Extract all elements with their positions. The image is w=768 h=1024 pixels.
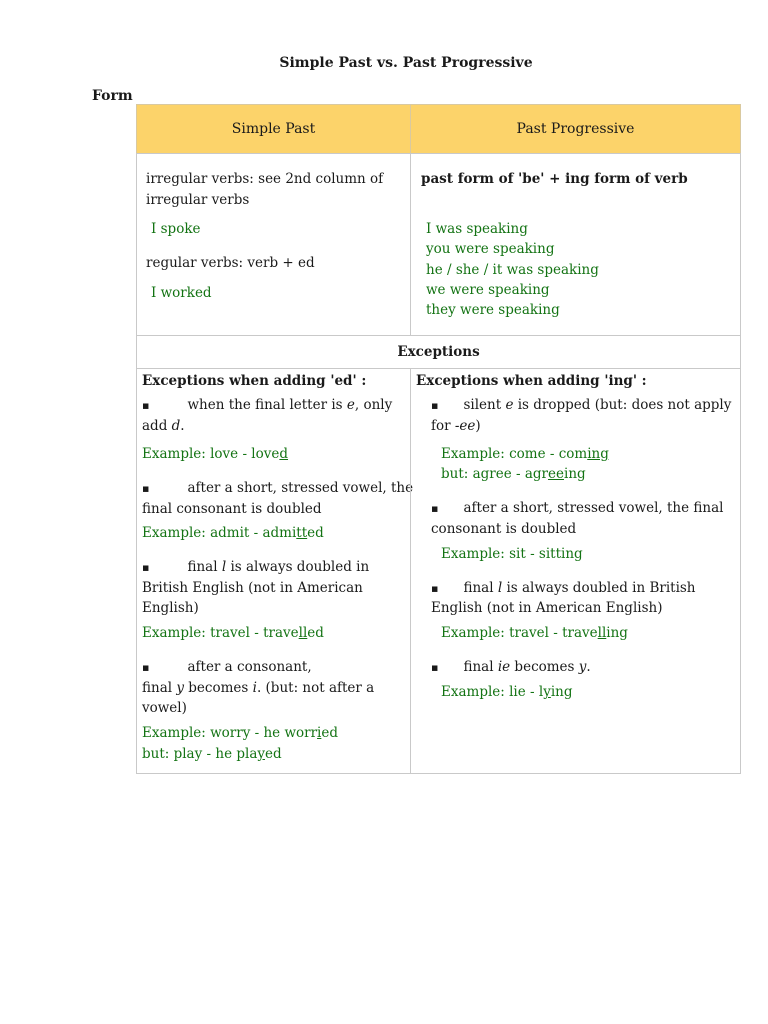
ed-rule-1 xyxy=(142,395,392,417)
example-text: but: play - he pla xyxy=(142,746,258,762)
example-text: Example: worry - he worr xyxy=(142,725,318,741)
rule-text: , only xyxy=(354,397,393,413)
regular-example: I worked xyxy=(151,285,212,301)
rule-text: y xyxy=(176,680,184,696)
bullet-icon: ▪ xyxy=(142,561,150,574)
rule-text: l xyxy=(497,580,503,596)
ed-rule-4-cont: vowel) xyxy=(142,700,187,716)
example-text: ed xyxy=(307,525,324,541)
rule-text: ie xyxy=(497,659,511,675)
ed-rule-2 xyxy=(142,478,413,500)
example-text: Example: travel - trave xyxy=(142,625,299,641)
bullet-icon: ▪ xyxy=(142,482,150,495)
rule-text: after a consonant, xyxy=(187,659,312,675)
ing-example-1b xyxy=(441,464,586,485)
ed-example-5 xyxy=(142,744,282,765)
ed-example-3 xyxy=(142,623,324,644)
example-highlight: y xyxy=(543,684,551,700)
ing-rule-2-cont: consonant is doubled xyxy=(431,521,577,537)
rule-text: final xyxy=(463,580,498,596)
rule-text: -ee xyxy=(454,418,476,434)
rule-text: . (but: not after a xyxy=(256,680,375,696)
ed-rule-2-cont: final consonant is doubled xyxy=(142,501,322,517)
ed-rule-4 xyxy=(142,657,312,679)
ing-rule-4 xyxy=(431,657,591,679)
rule-text: becomes xyxy=(510,659,579,675)
example-highlight: ll xyxy=(597,625,607,641)
ing-example-2: Example: sit - sitting xyxy=(441,546,583,562)
irregular-example: I spoke xyxy=(151,221,201,237)
bullet-icon: ▪ xyxy=(142,399,150,412)
rule-text: for xyxy=(431,418,455,434)
rule-text: is always doubled in British xyxy=(502,580,696,596)
ing-example-3 xyxy=(441,623,628,644)
rule-text: final xyxy=(187,559,222,575)
progressive-example: we were speaking xyxy=(426,282,550,298)
bullet-icon: ▪ xyxy=(142,661,150,674)
exceptions-header-label: Exceptions xyxy=(397,344,480,360)
ed-exceptions-cell xyxy=(136,368,414,774)
bullet-icon: ▪ xyxy=(431,582,439,595)
example-text: ed xyxy=(265,746,282,762)
rule-text: y xyxy=(578,659,587,675)
example-highlight: y xyxy=(257,746,266,762)
example-text: ing xyxy=(606,625,628,641)
ing-exceptions-cell xyxy=(410,368,741,774)
example-highlight: ll xyxy=(298,625,308,641)
ing-example-1 xyxy=(441,444,609,465)
ed-rule-3 xyxy=(142,557,369,579)
example-highlight: tt xyxy=(296,525,308,541)
ing-rule-1 xyxy=(431,395,731,417)
rule-text: final xyxy=(142,680,177,696)
example-text: Example: love - love xyxy=(142,446,280,462)
example-highlight: d xyxy=(279,446,289,462)
ing-rule-1-cont xyxy=(431,416,481,437)
header-simple-past-label: Simple Past xyxy=(231,121,316,137)
ed-rule-4-cont xyxy=(142,678,374,699)
rule-text: e xyxy=(505,397,514,413)
irregular-rule-line1: irregular verbs: see 2nd column of xyxy=(146,171,384,187)
ed-exceptions-heading: Exceptions when adding 'ed' : xyxy=(142,373,367,389)
ed-example-1 xyxy=(142,444,288,465)
progressive-example: I was speaking xyxy=(426,221,528,237)
example-text: Example: admit - admi xyxy=(142,525,297,541)
rule-text: i xyxy=(252,680,257,696)
rule-text: final xyxy=(463,659,498,675)
example-highlight: i xyxy=(317,725,322,741)
header-past-progressive xyxy=(410,104,741,154)
example-text: ed xyxy=(307,625,324,641)
rule-text: add xyxy=(142,418,172,434)
example-highlight: ing xyxy=(587,446,609,462)
grammar-table xyxy=(136,104,741,774)
rule-text: ) xyxy=(475,418,481,434)
ing-example-4 xyxy=(441,682,573,703)
example-text: ed xyxy=(321,725,339,741)
ing-exceptions-heading: Exceptions when adding 'ing' : xyxy=(416,373,647,389)
rule-text: e xyxy=(346,397,355,413)
rule-text: d xyxy=(171,418,181,434)
rule-text: after a short, stressed vowel, the xyxy=(187,480,414,496)
example-text: Example: come - com xyxy=(441,446,588,462)
past-progressive-rule: past form of 'be' + ing form of verb xyxy=(421,171,688,187)
rule-text: l xyxy=(221,559,227,575)
bullet-icon: ▪ xyxy=(431,502,439,515)
ed-example-2 xyxy=(142,523,324,544)
progressive-example: they were speaking xyxy=(426,302,560,318)
header-past-progressive-label: Past Progressive xyxy=(516,121,635,137)
example-text: Example: travel - trave xyxy=(441,625,598,641)
exceptions-header xyxy=(136,335,741,369)
rule-text: is always doubled in xyxy=(226,559,370,575)
form-heading: Form xyxy=(92,88,133,104)
ed-rule-3-cont: British English (not in American xyxy=(142,580,363,596)
rule-text: silent xyxy=(463,397,506,413)
example-text: but: agree - agr xyxy=(441,466,549,482)
progressive-example: he / she / it was speaking xyxy=(426,262,599,278)
ing-rule-3 xyxy=(431,578,696,600)
example-text: ing xyxy=(564,466,586,482)
irregular-rule-line2: irregular verbs xyxy=(146,192,250,208)
past-progressive-form-cell xyxy=(410,153,741,336)
header-simple-past xyxy=(136,104,411,154)
simple-past-form-cell xyxy=(136,153,411,336)
bullet-icon: ▪ xyxy=(431,661,439,674)
example-text: ing xyxy=(550,684,573,700)
page-title: Simple Past vs. Past Progressive xyxy=(279,55,533,71)
example-text: Example: lie - l xyxy=(441,684,544,700)
ed-rule-3-cont: English) xyxy=(142,600,199,616)
ing-rule-3-cont: English (not in American English) xyxy=(431,600,663,616)
rule-text: . xyxy=(180,418,185,434)
rule-text: becomes xyxy=(184,680,253,696)
regular-rule: regular verbs: verb + ed xyxy=(146,255,315,271)
bullet-icon: ▪ xyxy=(431,399,439,412)
rule-text: when the final letter is xyxy=(187,397,347,413)
rule-text: . xyxy=(586,659,591,675)
progressive-example: you were speaking xyxy=(426,241,555,257)
rule-text: is dropped (but: does not apply xyxy=(513,397,732,413)
ing-rule-2 xyxy=(431,498,723,520)
rule-text: after a short, stressed vowel, the final xyxy=(463,500,724,516)
example-highlight: ee xyxy=(548,466,564,482)
ed-rule-1-cont xyxy=(142,416,185,437)
ed-example-4 xyxy=(142,723,338,744)
